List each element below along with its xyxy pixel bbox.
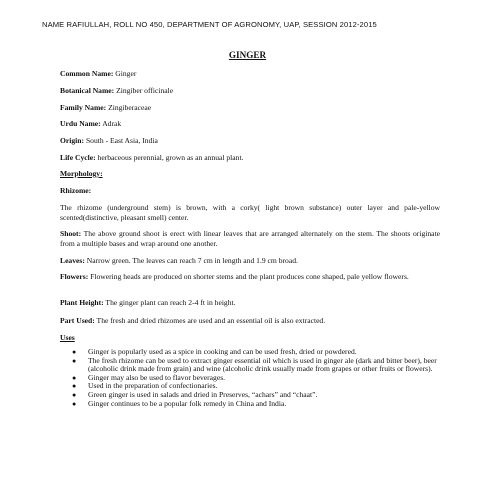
life-cycle-label: Life Cycle: bbox=[60, 153, 96, 162]
family-name-line bbox=[60, 103, 440, 113]
list-item-text: The fresh rhizome can be used to extract ginger essential oil which is used in ginger ale (dark and bitter beer), beer (alcoholic drink made from grain) and wine (alcoholic drink usually made from grapes or other fruits or flowers). bbox=[88, 355, 437, 374]
origin-line bbox=[60, 136, 440, 146]
urdu-name-label: Urdu Name: bbox=[60, 119, 101, 128]
list-item bbox=[60, 357, 438, 374]
flowers-label: Flowers: bbox=[60, 272, 89, 281]
botanical-name-label: Botanical Name: bbox=[60, 86, 115, 95]
flowers-paragraph bbox=[60, 272, 440, 282]
list-item-text: Ginger continues to be a popular folk remedy in China and India. bbox=[88, 398, 287, 408]
bullet-icon: ● bbox=[72, 390, 77, 399]
bullet-icon: ● bbox=[72, 399, 77, 408]
leaves-label: Leaves: bbox=[60, 256, 85, 265]
rhizome-heading: Rhizome: bbox=[60, 186, 92, 195]
part-used-paragraph bbox=[60, 316, 440, 326]
common-name-value: Ginger bbox=[113, 69, 137, 78]
list-item-text: Ginger may also be used to flavor beverages. bbox=[88, 372, 226, 382]
shoot-paragraph bbox=[60, 229, 440, 249]
leaves-paragraph bbox=[60, 256, 440, 266]
part-used-text: The fresh and dried rhizomes are used and an essential oil is also extracted. bbox=[94, 316, 326, 325]
botanical-name-line bbox=[60, 86, 440, 96]
plant-height-text: The ginger plant can reach 2-4 ft in height. bbox=[103, 298, 236, 307]
document-header: NAME RAFIULLAH, ROLL NO 450, DEPARTMENT OF AGRONOMY, UAP, SESSION 2012-2015 bbox=[42, 20, 377, 29]
rhizome-paragraph: The rhizome (underground stem) is brown, with a corky( light brown substance) outer layer and pale-yellow scented(distinctive, pleasant smell) center. bbox=[60, 203, 440, 222]
urdu-name-value: Adrak bbox=[100, 119, 122, 128]
family-name-value: Zingiberaceae bbox=[106, 103, 152, 112]
bullet-icon: ● bbox=[72, 382, 77, 391]
origin-label: Origin: bbox=[60, 136, 85, 145]
shoot-label: Shoot: bbox=[60, 229, 82, 238]
bullet-icon: ● bbox=[72, 373, 77, 382]
list-item bbox=[60, 400, 438, 409]
common-name-line bbox=[60, 69, 440, 79]
life-cycle-value: herbaceous perennial, grown as an annual plant. bbox=[95, 153, 244, 162]
botanical-name-value: Zingiber officinale bbox=[114, 86, 174, 95]
part-used-label: Part Used: bbox=[60, 316, 95, 325]
uses-list bbox=[60, 348, 438, 408]
flowers-text: Flowering heads are produced on shorter stems and the plant produces cone shaped, pale yellow flowers. bbox=[88, 272, 409, 281]
uses-heading: Uses bbox=[60, 333, 75, 342]
plant-height-paragraph bbox=[60, 298, 440, 308]
origin-value: South - East Asia, India bbox=[84, 136, 158, 145]
plant-height-label: Plant Height: bbox=[60, 298, 104, 307]
morphology-heading: Morphology: bbox=[60, 169, 103, 178]
common-name-label: Common Name: bbox=[60, 69, 114, 78]
list-item-text: Green ginger is used in salads and dried in Preserves, “achars” and “chaat”. bbox=[88, 389, 318, 399]
shoot-text: The above ground shoot is erect with linear leaves that are arranged alternately on the stem. The shoots originate from a multiple bases and wrap around one another. bbox=[60, 229, 440, 248]
bullet-icon: ● bbox=[72, 348, 77, 356]
leaves-text: Narrow green. The leaves can reach 7 cm in length and 1.9 cm broad. bbox=[84, 256, 298, 265]
urdu-name-line bbox=[60, 119, 440, 129]
life-cycle-line bbox=[60, 153, 440, 163]
family-name-label: Family Name: bbox=[60, 103, 107, 112]
list-item-text: Used in the preparation of confectionaries. bbox=[88, 381, 218, 391]
list-item-text: Ginger is popularly used as a spice in cooking and can be used fresh, dried or powdered. bbox=[88, 347, 357, 356]
bullet-icon: ● bbox=[72, 356, 77, 365]
page-title: GINGER bbox=[228, 50, 267, 60]
